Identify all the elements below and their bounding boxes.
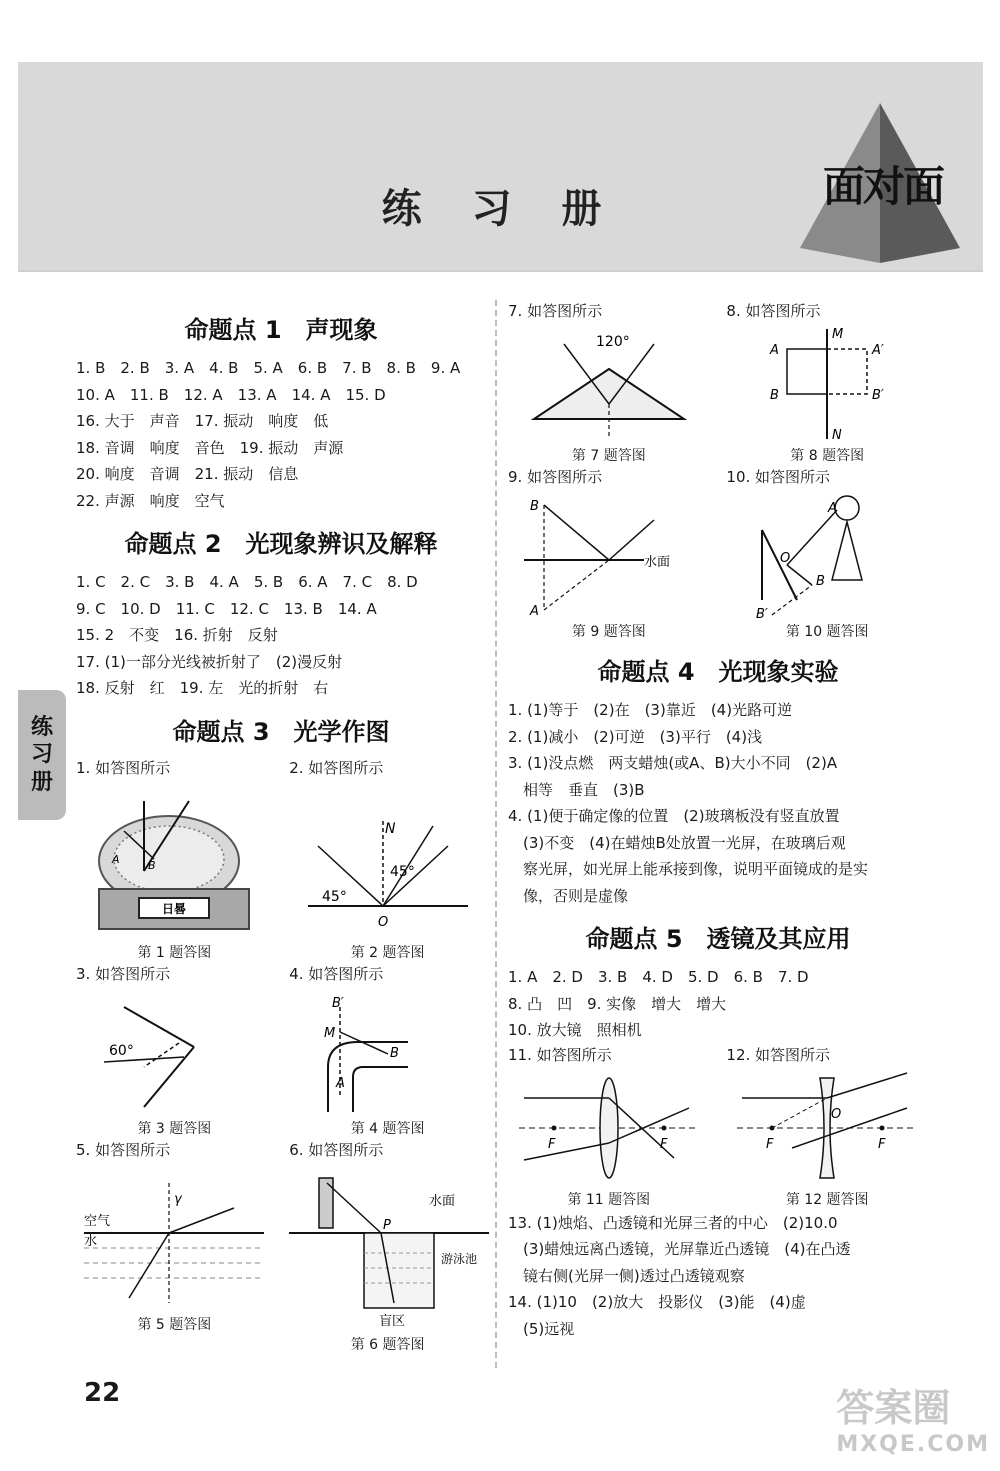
watermark-sub: MXQE.COM: [836, 1432, 990, 1457]
answer-line: 15. 2 不变 16. 折射 反射: [76, 626, 278, 644]
svg-text:N: N: [384, 820, 396, 837]
column-divider: [495, 300, 497, 1368]
answer-line: 1. C 2. C 3. B 4. A 5. B 6. A 7. C 8. D: [76, 573, 418, 591]
pool-blind-zone-diagram: [289, 1163, 489, 1333]
figure-caption: 第 9 题答图: [571, 624, 646, 640]
figure-9: [508, 466, 710, 642]
mirror-person-diagram: [732, 490, 922, 620]
figure-row: [76, 963, 486, 1139]
svg-text:B: B: [148, 858, 156, 872]
figure-caption: 第 7 题答图: [571, 448, 646, 464]
svg-text:N: N: [832, 428, 842, 443]
figure-caption: 第 1 题答图: [137, 944, 212, 961]
answer-line: 1. (1)等于 (2)在 (3)靠近 (4)光路可逆: [508, 701, 793, 719]
svg-text:45°: 45°: [321, 888, 347, 905]
figure-label: 5. 如答图所示: [76, 1140, 171, 1159]
answer-line: 18. 音调 响度 音色 19. 振动 声源: [76, 438, 344, 457]
answer-line: 17. (1)一部分光线被折射了 (2)漫反射: [76, 652, 343, 671]
sundial-plate-text: 日晷: [162, 901, 187, 916]
figure-caption: 第 5 题答图: [137, 1316, 212, 1333]
figure-row: [508, 300, 928, 466]
water-surface-diagram: [514, 490, 704, 620]
side-tab-char: 练: [30, 715, 53, 741]
figure-3: [76, 963, 273, 1139]
figure-row: [76, 1139, 486, 1355]
svg-text:60°: 60°: [109, 1042, 135, 1059]
right-column: [508, 300, 928, 1342]
svg-text:A: A: [112, 852, 120, 866]
watermark: [836, 1377, 990, 1457]
page-header: [18, 62, 983, 272]
figure-row: [508, 466, 928, 642]
figure-label: 3. 如答图所示: [76, 964, 171, 983]
answer-line: 2. (1)减小 (2)可逆 (3)平行 (4)浅: [508, 727, 763, 746]
figure-label: 11. 如答图所示: [508, 1045, 612, 1064]
svg-text:F: F: [659, 1136, 668, 1152]
answer-line: 10. A 11. B 12. A 13. A 14. A 15. D: [76, 385, 386, 404]
svg-text:45°: 45°: [389, 863, 415, 880]
prism-diagram: [514, 324, 704, 444]
figure-caption: 第 11 题答图: [567, 1191, 651, 1208]
figure-label: 1. 如答图所示: [76, 758, 171, 777]
figure-1: [76, 757, 273, 963]
svg-text:γ: γ: [174, 1191, 183, 1207]
side-tab-char: 册: [30, 769, 53, 795]
svg-text:O: O: [377, 914, 388, 930]
figure-row: [508, 1044, 928, 1210]
answer-line: 20. 响度 音调 21. 振动 信息: [76, 465, 299, 483]
figure-6: [289, 1139, 486, 1355]
answer-line: 13. (1)烛焰、凸透镜和光屏三者的中心 (2)10.0: [508, 1213, 838, 1232]
figure-label: 6. 如答图所示: [289, 1140, 384, 1159]
answer-line: 9. C 10. D 11. C 12. C 13. B 14. A: [76, 599, 377, 618]
svg-text:120°: 120°: [595, 334, 630, 350]
figure-8: [726, 300, 928, 466]
left-column: [76, 300, 486, 1355]
answer-line: 8. 凸 凹 9. 实像 增大 增大: [508, 994, 727, 1013]
answer-line: 10. 放大镜 照相机: [508, 1021, 642, 1039]
refraction-diagram: [84, 1163, 264, 1313]
concave-lens-diagram: [732, 1068, 922, 1188]
answer-line: 相等 垂直 (3)B: [508, 780, 645, 799]
figure-caption: 第 4 题答图: [350, 1120, 425, 1137]
svg-text:M: M: [832, 327, 844, 342]
answer-line: (3)蜡烛远离凸透镜，光屏靠近凸透镜 (4)在凸透: [508, 1240, 851, 1258]
reflection-diagram: [298, 781, 478, 941]
svg-text:B: B: [816, 574, 826, 589]
answer-line: 16. 大于 声音 17. 振动 响度 低: [76, 412, 329, 430]
corner-mirror-diagram: [298, 987, 478, 1117]
svg-text:F: F: [547, 1136, 556, 1152]
figure-12: [726, 1044, 928, 1210]
air-label: 空气: [84, 1213, 111, 1229]
svg-text:O: O: [780, 551, 791, 566]
answer-line: 镜右侧(光屏一侧)透过凸透镜观察: [508, 1266, 745, 1285]
figure-label: 4. 如答图所示: [289, 964, 384, 983]
figure-caption: 第 2 题答图: [350, 944, 425, 961]
answer-line: 3. (1)没点燃 两支蜡烛(或A、B)大小不同 (2)A: [508, 754, 838, 772]
figure-10: [726, 466, 928, 642]
svg-text:B: B: [770, 388, 780, 403]
figure-5: [76, 1139, 273, 1355]
side-tab-char: 习: [30, 742, 53, 768]
svg-text:A: A: [828, 501, 838, 516]
mirror-angle-diagram: [84, 987, 264, 1117]
svg-text:F: F: [878, 1136, 886, 1152]
answer-line: 18. 反射 红 19. 左 光的折射 右: [76, 679, 329, 697]
svg-text:P: P: [383, 1217, 392, 1233]
svg-text:B: B: [389, 1045, 399, 1061]
figure-caption: 第 3 题答图: [137, 1120, 212, 1137]
svg-text:A′: A′: [872, 343, 885, 358]
figure-caption: 第 12 题答图: [785, 1191, 869, 1208]
section-title: 命题点 1 声现象: [184, 316, 378, 344]
figure-label: 2. 如答图所示: [289, 758, 384, 777]
water-surface-label: 水面: [429, 1193, 456, 1209]
svg-text:A: A: [529, 604, 539, 619]
answer-line: 1. B 2. B 3. A 4. B 5. A 6. B 7. B 8. B 9. A: [76, 359, 461, 377]
figure-caption: 第 10 题答图: [785, 624, 869, 640]
svg-text:O: O: [831, 1106, 842, 1122]
section-side-tab: [18, 690, 66, 820]
page-number: 22: [84, 1378, 121, 1408]
svg-text:B′: B′: [872, 388, 885, 403]
figure-7: [508, 300, 710, 466]
figure-caption: 第 8 题答图: [790, 448, 865, 464]
answer-line: 14. (1)10 (2)放大 投影仪 (3)能 (4)虚: [508, 1293, 806, 1311]
section-title: 命题点 3 光学作图: [172, 717, 390, 746]
figure-label: 10. 如答图所示: [726, 468, 831, 486]
svg-text:F: F: [766, 1136, 774, 1152]
figure-label: 12. 如答图所示: [726, 1045, 831, 1064]
svg-text:M: M: [323, 1025, 335, 1041]
brand-logo: 面对面: [822, 162, 943, 211]
water-surface-label: 水面: [643, 555, 670, 570]
water-label: 水: [84, 1233, 98, 1249]
plane-mirror-image-diagram: [732, 324, 922, 444]
figure-11: [508, 1044, 710, 1210]
answer-line: (3)不变 (4)在蜡烛B处放置一光屏，在玻璃后观: [508, 833, 846, 852]
svg-text:B: B: [529, 499, 539, 514]
figure-4: [289, 963, 486, 1139]
section-title: 命题点 5 透镜及其应用: [585, 925, 851, 953]
convex-lens-diagram: [514, 1068, 704, 1188]
answer-line: 1. A 2. D 3. B 4. D 5. D 6. B 7. D: [508, 968, 809, 986]
figure-caption: 第 6 题答图: [350, 1336, 425, 1353]
sundial-diagram: [84, 781, 264, 941]
figure-2: [289, 757, 486, 963]
figure-label: 7. 如答图所示: [508, 302, 603, 320]
svg-text:A: A: [335, 1075, 345, 1091]
answer-line: 像，否则是虚像: [508, 886, 629, 905]
figure-label: 8. 如答图所示: [726, 302, 821, 320]
svg-text:B′: B′: [756, 607, 769, 620]
section-title: 命题点 2 光现象辨识及解释: [124, 530, 438, 558]
answer-line: 22. 声源 响度 空气: [76, 491, 225, 510]
answer-line: 4. (1)便于确定像的位置 (2)玻璃板没有竖直放置: [508, 807, 840, 825]
answer-line: (5)远视: [508, 1319, 575, 1338]
answer-line: 察光屏，如光屏上能承接到像，说明平面镜成的是实: [508, 860, 869, 878]
svg-text:A: A: [770, 343, 780, 358]
figure-row: [76, 757, 486, 963]
pool-label: 游泳池: [441, 1251, 478, 1266]
watermark-main: 答案圈: [836, 1386, 951, 1430]
figure-label: 9. 如答图所示: [508, 468, 603, 486]
svg-text:B′: B′: [331, 995, 344, 1011]
blind-zone-label: 盲区: [379, 1313, 406, 1329]
page-title: 练 习 册: [381, 186, 620, 232]
section-title: 命题点 4 光现象实验: [597, 658, 839, 686]
